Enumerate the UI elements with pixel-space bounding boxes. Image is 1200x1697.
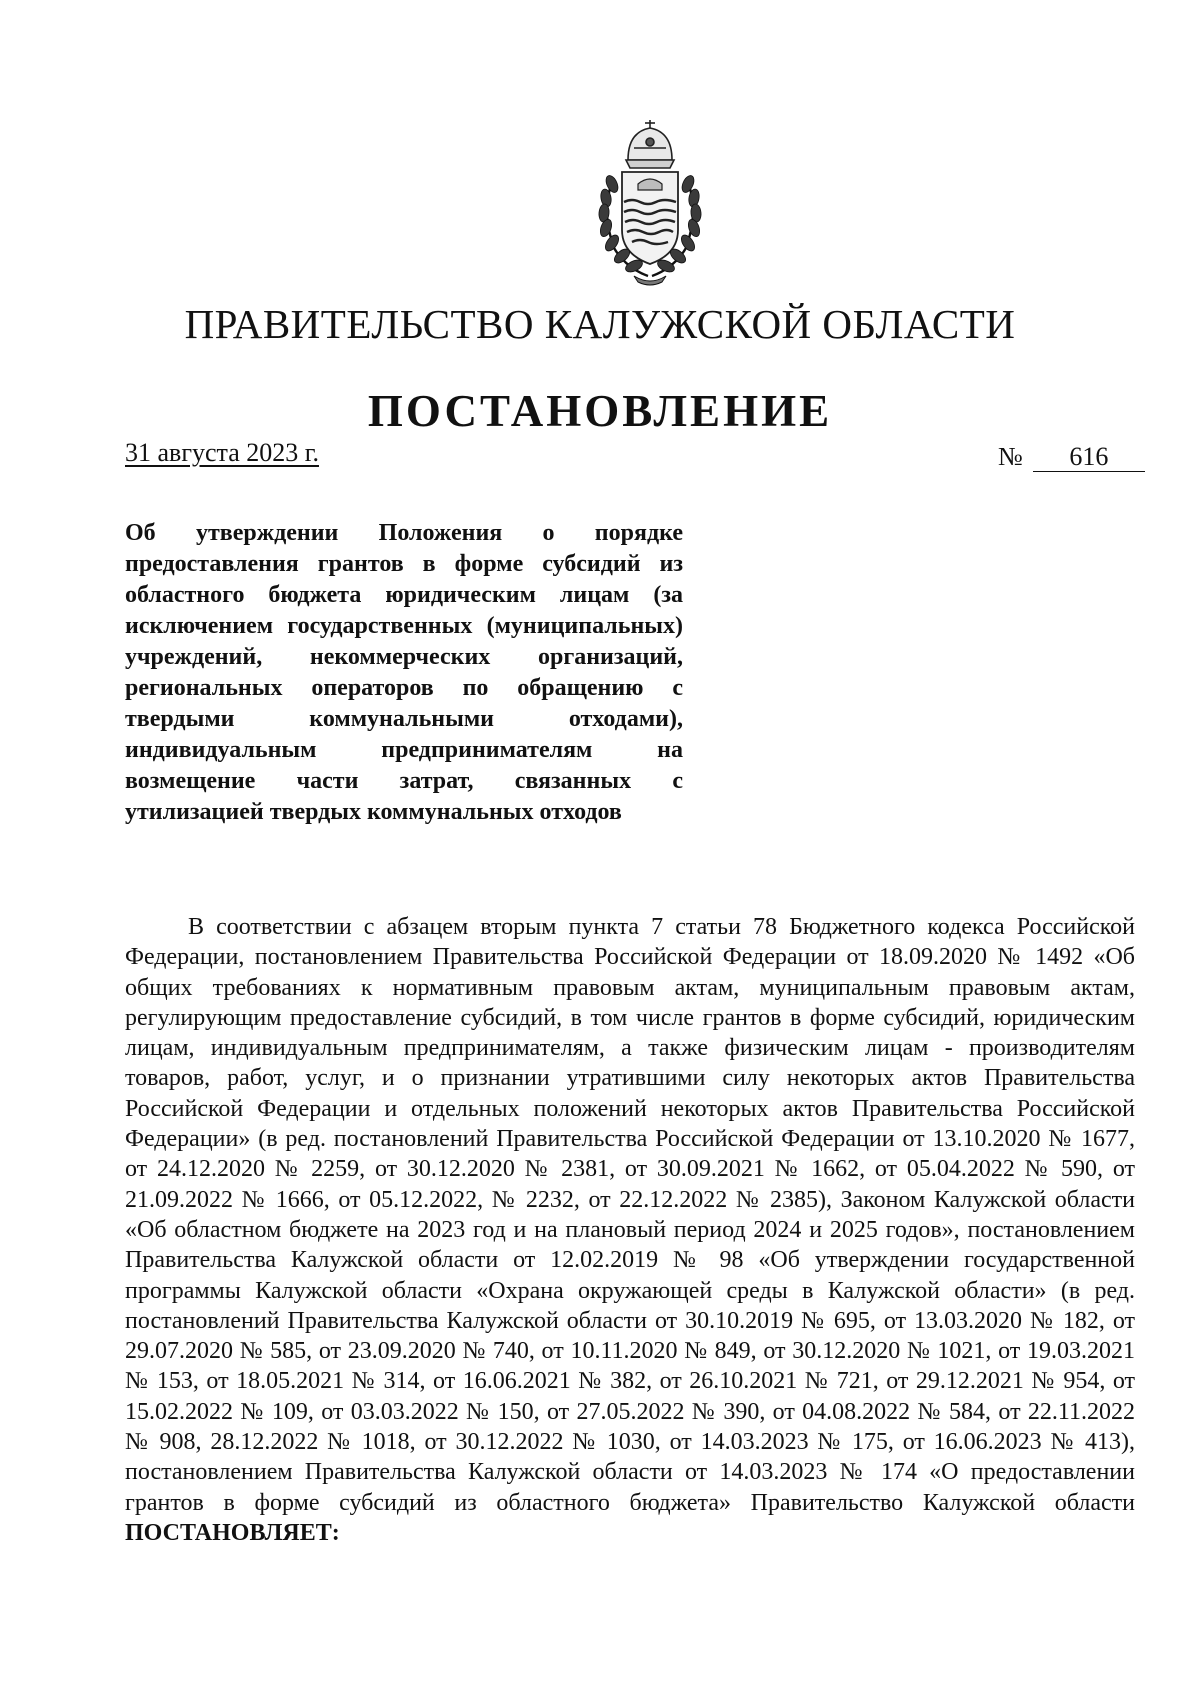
document-type-title: ПОСТАНОВЛЕНИЕ — [367, 386, 833, 436]
document-number — [998, 441, 1145, 473]
number-sign: № — [998, 442, 1023, 471]
document-subject: Об утверждении Положения о порядке предоставления грантов в форме субсидий из областного бюджета юридическим лицам (за исключением государственных (муниципальных) учреждений, некоммерческих организаций, региональных операторов по обращению с твердыми коммунальными отходами), индивидуальным предпринимателям на возмещение части затрат, связанных с утилизацией твердых коммунальных отходов — [125, 520, 683, 825]
preamble-paragraph — [125, 912, 1135, 1548]
issuing-authority: ПРАВИТЕЛЬСТВО КАЛУЖСКОЙ ОБЛАСТИ — [184, 301, 1016, 347]
preamble-text: В соответствии с абзацем вторым пункта 7 статьи 78 Бюджетного кодекса Российской Федерации, постановлением Правительства Российской Федерации от 18.09.2020 № 1492 «Об общих требованиях к нормативным правовым актам, муниципальным правовым актам, регулирующим предоставление субсидий, в том числе грантов в форме субсидий, юридическим лицам, индивидуальным предпринимателям, а также физическим лицам - производителям товаров, работ, услуг, и о признании утратившими силу некоторых актов Правительства Российской Федерации и отдельных положений некоторых актов Правительства Российской Федерации» (в ред. постановлений Правительства Российской Федерации от 13.10.2020 № 1677, от 24.12.2020 № 2259, от 30.12.2020 № 2381, от 30.09.2021 № 1662, от 05.04.2022 № 590, от 21.09.2022 № 1666, от 05.12.2022, № 2232, от 22.12.2022 № 2385), Законом Калужской области «Об областном бюджете на 2023 год и на плановый период 2024 и 2025 годов», постановлением Правительства Калужской области от 12.02.2019 № 98 «Об утверждении государственной программы Калужской области «Охрана окружающей среды в Калужской области» (в ред. постановлений Правительства Калужской области от 30.10.2019 № 695, от 13.03.2020 № 182, от 29.07.2020 № 585, от 23.09.2020 № 740, от 10.11.2020 № 849, от 30.12.2020 № 1021, от 19.03.2021 № 153, от 18.05.2021 № 314, от 16.06.2021 № 382, от 26.10.2021 № 721, от 29.12.2021 № 954, от 15.02.2022 № 109, от 03.03.2022 № 150, от 27.05.2022 № 390, от 04.08.2022 № 584, от 22.11.2022 № 908, 28.12.2022 № 1018, от 30.12.2022 № 1030, от 14.03.2023 № 175, от 16.06.2023 № 413), постановлением Правительства Калужской области от 14.03.2023 № 174 «О предоставлении грантов в форме субсидий из областного бюджета» Правительство Калужской области — [125, 914, 1135, 1516]
resolves-word: ПОСТАНОВЛЯЕТ: — [125, 1519, 340, 1546]
coat-of-arms-icon — [570, 118, 730, 288]
document-date: 31 августа 2023 г. — [125, 438, 319, 467]
number-value: 616 — [1033, 442, 1145, 472]
